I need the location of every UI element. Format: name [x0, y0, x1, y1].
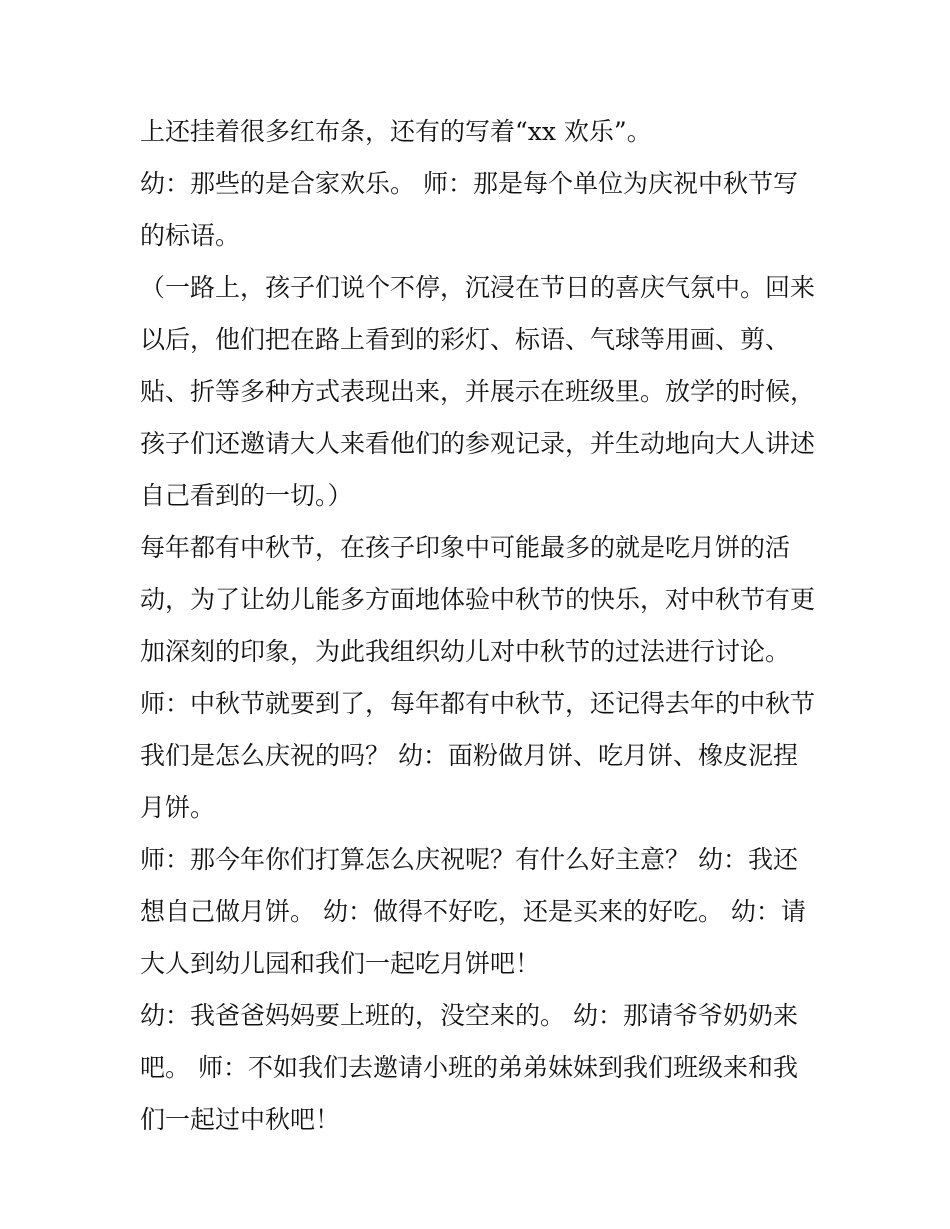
text-line: 师：中秋节就要到了，每年都有中秋节，还记得去年的中秋节	[140, 689, 816, 718]
text-line: 大人到幼儿园和我们一起吃月饼吧！	[140, 949, 541, 978]
document-body	[140, 106, 820, 1146]
text-line: 加深刻的印象，为此我组织幼儿对中秋节的过法进行讨论。	[140, 637, 791, 666]
text-line: 以后，他们把在路上看到的彩灯、标语、气球等用画、剪、	[140, 325, 791, 354]
text-line: 孩子们还邀请大人来看他们的参观记录，并生动地向大人讲述	[140, 429, 816, 458]
text-line: （一路上，孩子们说个不停，沉浸在节日的喜庆气氛中。回来	[140, 273, 816, 302]
text-line: 吧。 师：不如我们去邀请小班的弟弟妹妹到我们班级来和我	[140, 1053, 798, 1082]
text-line: 幼：那些的是合家欢乐。 师：那是每个单位为庆祝中秋节写	[140, 169, 798, 198]
text-line: 想自己做月饼。 幼：做得不好吃，还是买来的好吃。 幼：请	[140, 897, 806, 926]
text-line: 师：那今年你们打算怎么庆祝呢？有什么好主意？ 幼：我还	[140, 845, 798, 874]
text-line: 我们是怎么庆祝的吗？ 幼：面粉做月饼、吃月饼、橡皮泥捏	[140, 741, 798, 770]
text-line: 们一起过中秋吧！	[140, 1105, 341, 1134]
text-line: 的标语。	[140, 221, 241, 250]
text-line: 每年都有中秋节，在孩子印象中可能最多的就是吃月饼的活	[140, 533, 791, 562]
text-line: 自己看到的一切。）	[140, 481, 353, 510]
text-line: 幼：我爸爸妈妈要上班的，没空来的。 幼：那请爷爷奶奶来	[140, 1001, 798, 1030]
text-line: 上还挂着很多红布条，还有的写着“xx 欢乐”。	[140, 117, 652, 146]
text-line: 动，为了让幼儿能多方面地体验中秋节的快乐，对中秋节有更	[140, 585, 816, 614]
text-line: 月饼。	[140, 793, 216, 822]
text-line: 贴、折等多种方式表现出来，并展示在班级里。放学的时候，	[140, 377, 816, 406]
